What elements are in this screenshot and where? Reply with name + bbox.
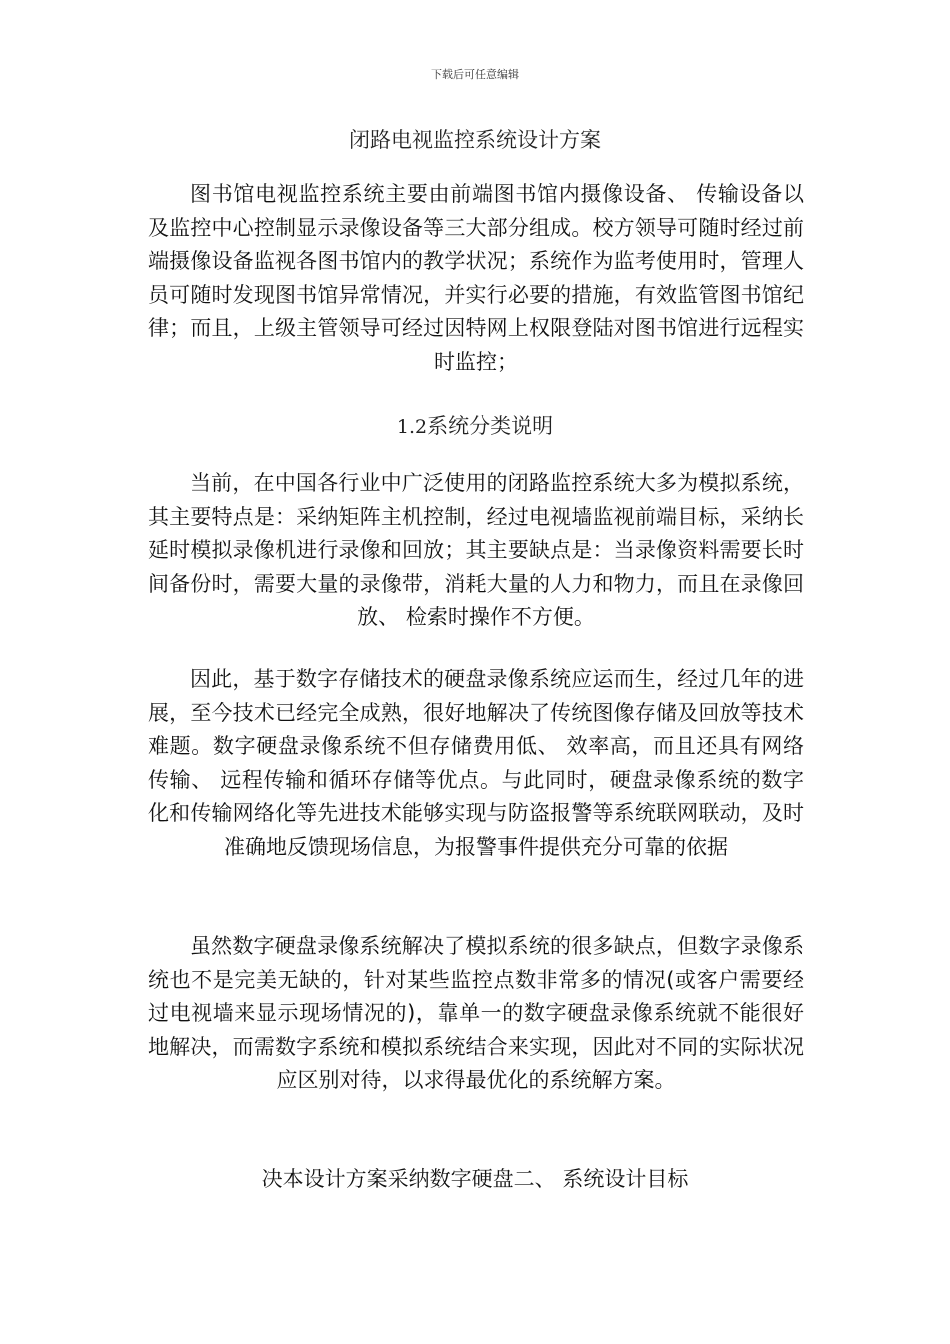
section-number: 1.2 [396,416,428,438]
section-title: 系统分类说明 [427,414,554,438]
paragraph-limitations: 虽然数字硬盘录像系统解决了模拟系统的很多缺点，但数字录像系统也不是完美无缺的，针对某些监控点数非常多的情况(或客户需要经过电视墙来显示现场情况的)，靠单一的数字硬盘录像系统就不能很好地解决，而需数字系统和模拟系统结合来实现，因此对不同的实际状况应区别对待，以求得最优化的系统解方案。 [148,934,804,1092]
paragraph-digital-systems: 因此，基于数字存储技术的硬盘录像系统应运而生，经过几年的进展，至今技术已经完全成熟，很好地解决了传统图像存储及回放等技术难题。数字硬盘录像系统不但存储费用低、 效率高，而且还具有网络传输、 远程传输和循环存储等优点。与此同时，硬盘录像系统的数字化和传输网络化等先进技术能够实现与防盗报警等系统联网联动，及时准确地反馈现场信息，为报警事件提供充分可靠的依据 [148,667,804,859]
document-title: 闭路电视监控系统设计方案 [349,128,601,152]
paragraph-analog-systems: 当前，在中国各行业中广泛使用的闭路监控系统大多为模拟系统，其主要特点是：采纳矩阵主机控制，经过电视墙监视前端目标，采纳长延时模拟录像机进行录像和回放；其主要缺点是：当录像资料需要长时间备份时，需要大量的录像带，消耗大量的人力和物力，而且在录像回放、 检索时操作不方便。 [148,471,804,629]
section-heading [0,410,950,440]
paragraph-intro: 图书馆电视监控系统主要由前端图书馆内摄像设备、 传输设备以及监控中心控制显示录像设备等三大部分组成。校方领导可随时经过前端摄像设备监视各图书馆内的教学状况；系统作为监考使用时，管理人员可随时发现图书馆异常情况，并实行必要的措施，有效监管图书馆纪律；而且，上级主管领导可经过因特网上权限登陆对图书馆进行远程实时监控； [148,182,804,374]
header-note: 下载后可任意编辑 [431,68,519,81]
closing-line: 决本设计方案采纳数字硬盘二、 系统设计目标 [261,1167,689,1191]
